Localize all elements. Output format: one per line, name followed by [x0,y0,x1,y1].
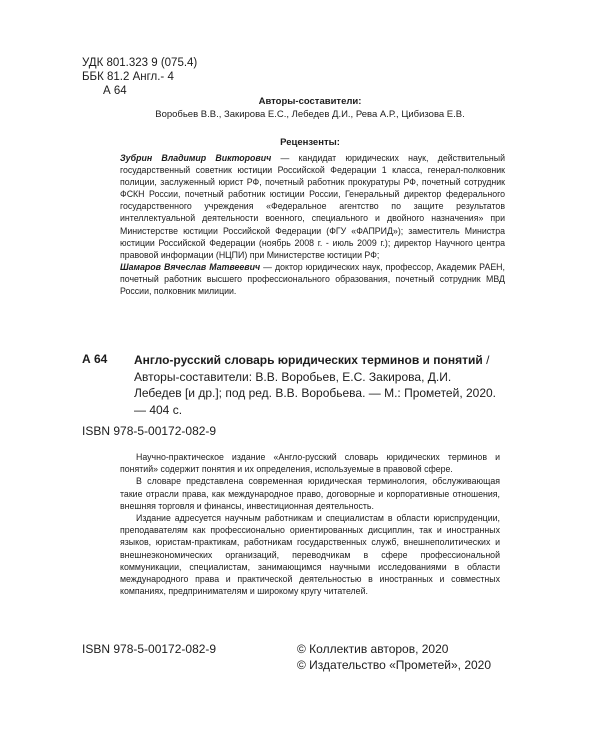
isbn-secondary: ISBN 978-5-00172-082-9 [82,642,217,656]
authors-list: Воробьев В.В., Закирова Е.С., Лебедев Д.И., Рева А.Р., Цибизова Е.В. [155,109,465,120]
authors-heading: Авторы-составители: [258,96,362,107]
reviewer-name: Зубрин Владимир Викторович [120,153,272,163]
book-title: Англо-русский словарь юридических терминов и понятий [134,353,483,367]
copyright-authors: © Коллектив авторов, 2020 [297,642,449,656]
reviewer-entry [120,152,505,261]
bibliographic-record [134,352,500,418]
reviewer-description: — доктор юридических наук, профессор, Академик РАЕН, почетный работник высшего профессионального образования, почетный сотрудник МВД России, полковник милиции. [120,261,505,297]
reviewers-heading: Рецензенты: [280,137,340,148]
reviewer-description: — кандидат юридических наук, действительный государственный советник юстиции Российской Федерации 1 класса, генерал-полковник полиции, заслуженный юрист РФ, почетный работник прокуратуры РФ, почетный сотрудник ФСКН России, почетный работник юстиции России, Генеральный директор федерального государственного учреждения «Федеральное агентство по защите результатов интеллектуальной деятельности военного, специального и двойного назначения» при Министерстве юстиции Российской Федерации (ФГУ «ФАПРИД»); заместитель Министра юстиции Российской Федерации (ноябрь 2008 г. - июль 2009 г.); директор Научного центра правовой информации (НЦПИ) при Министерстве юстиции РФ; [120,153,505,260]
annotation [120,451,500,597]
annotation-paragraph: Издание адресуется научным работникам и специалистам в области юриспруденции, преподавателям как профессионально ориентированных дисциплин, так и иностранных языков, юристам-практикам, работникам государственных служб, внешнеполитических и внешнеэкономических организаций, переводчикам в сфере профессиональной коммуникации, специалистам, занимающимся научными исследованиями в области международного права и практической деятельностью в иностранных и совместных компаниях, предпринимателям и широкому кругу читателей. [120,513,500,597]
reviewer-entry [120,261,505,297]
book-imprint: / Авторы-составители: В.В. Воробьев, Е.С. Закирова, Д.И. Лебедев [и др.]; под ред. В.В. Воробьева. — М.: Прометей, 2020. — 404 с. [134,353,497,417]
annotation-paragraph: Научно-практическое издание «Англо-русский словарь юридических терминов и понятий» содержит понятия и их определения, используемые в правовой сфере. [120,452,500,475]
bbk-code: ББК 81.2 Англ.- 4 [82,71,174,83]
annotation-paragraph: В словаре представлена современная юридическая терминология, обслуживающая такие отрасли права, как международное право, договорные и корпоративные отношения, внешняя торговля и финансы, инвестиционная деятельность. [120,476,500,511]
record-index: А 64 [82,352,108,366]
reviewer-name: Шамаров Вячеслав Матвеевич [120,261,261,272]
udk-code: УДК 801.323 9 (075.4) [82,57,198,69]
author-index: А 64 [103,85,127,97]
isbn-primary: ISBN 978-5-00172-082-9 [82,424,217,438]
reviewers-section [120,152,505,297]
copyright-publisher: © Издательство «Прометей», 2020 [297,658,492,672]
